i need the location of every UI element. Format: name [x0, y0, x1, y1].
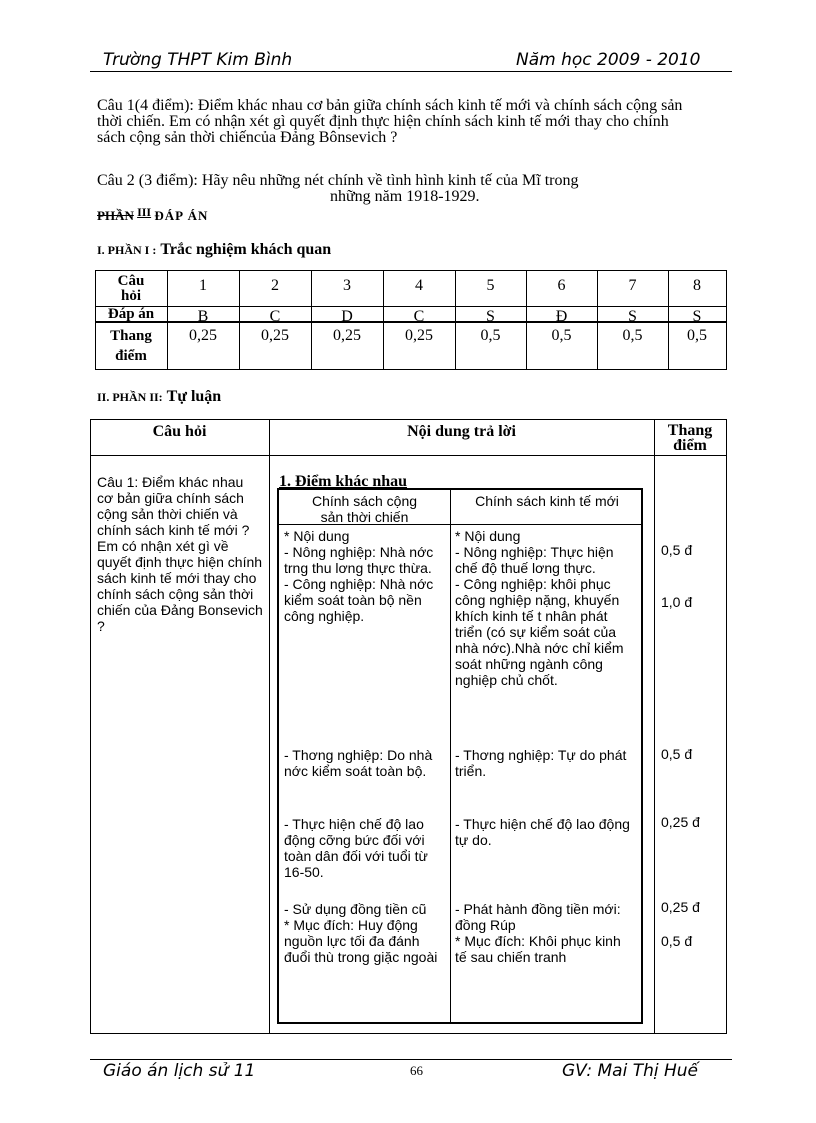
comparison-left-2: - Thơng nghiệp: Do nhà nớc kiểm soát toàn bộ. [284, 747, 433, 779]
part1-q-3: 3 [343, 277, 351, 294]
part1-q-5: 5 [486, 277, 495, 294]
part2-subtitle: 1. Điểm khác nhau [279, 473, 408, 490]
part1-a-4: C [413, 308, 425, 325]
comparison-left-4: - Sử dụng đồng tiền cũ * Mục đích: Huy động nguồn lực tối đa đánh đuổi thù trong giặc ngoài [284, 901, 438, 965]
part2-table [90, 419, 727, 1034]
part1-s-7: 0,5 [622, 327, 643, 344]
footer-page-number: 66 [410, 1063, 423, 1078]
score-6: 0,5 đ [661, 933, 693, 949]
header-year: Năm học 2009 - 2010 [516, 50, 701, 70]
header-rule [90, 71, 732, 72]
score-1: 0,5 đ [661, 542, 693, 558]
row-header-question: Câu hỏi [117, 273, 145, 304]
answer-title-text: ĐÁP ÁN [154, 208, 209, 223]
part1-a-6: Đ [555, 308, 568, 325]
part2-question-text: Câu 1: Điểm khác nhau cơ bản giữa chính sách cộng sản thời chiến và chính sách kinh tế mới ? Em có nhận xét gì về quyết định thực hiện chính sách kinh tế mới thay cho chính sách cộng sản thời chiến của Đảng Bonsevich ? [97, 474, 263, 634]
answer-title-prefix: PHẦN [97, 208, 134, 223]
score-4: 0,25 đ [661, 814, 700, 830]
score-2: 1,0 đ [661, 594, 693, 610]
question-2-line1: Câu 2 (3 điểm): Hãy nêu những nét chính về tình hình kinh tế của Mĩ trong [97, 172, 579, 189]
comparison-left-3: - Thực hiện chế độ lao động cỡng bức đối với toàn dân đối với tuổi từ 16-50. [284, 816, 428, 880]
comparison-right-3: - Thực hiện chế độ lao động tự do. [455, 816, 630, 848]
part1-q-1: 1 [199, 277, 207, 294]
part1-s-6: 0,5 [551, 327, 572, 344]
part1-q-8: 8 [693, 277, 701, 294]
part1-q-2: 2 [271, 277, 279, 294]
inner-col-left: Chính sách cộng sản thời chiến [311, 493, 418, 525]
footer-rule [90, 1059, 732, 1060]
part1-q-6: 6 [557, 277, 566, 294]
comparison-right-4: - Phát hành đồng tiền mới: đồng Rúp * Mục đích: Khôi phục kinh tế sau chiến tranh [455, 901, 621, 965]
part1-a-3: D [341, 308, 353, 325]
part1-s-8: 0,5 [687, 327, 707, 344]
part1-s-4: 0,25 [405, 327, 433, 344]
part1-a-7: S [628, 308, 637, 325]
part1-s-3: 0,25 [333, 327, 361, 344]
comparison-left-1: * Nội dung - Nông nghiệp: Nhà nớc trng thu lơng thực thừa. - Công nghiệp: Nhà nớc kiểm soát toàn bộ nền công nghiệp. [284, 528, 434, 624]
part1-s-5: 0,5 [480, 327, 501, 344]
comparison-right-1: * Nội dung - Nông nghiệp: Thực hiện chế độ thuế lơng thực. - Công nghiệp: khôi phục công nghiệp nặng, khuyến khích kinh tế t nhân phát triển (có sự kiểm soát của nhà nớc).Nhà nớc chỉ kiểm soát những ngành công nghiệp chủ chốt. [455, 528, 624, 688]
part1-label: I. PHẦN I : [97, 243, 157, 257]
row-header-score: Thang điểm [110, 328, 152, 364]
part2-col-content: Nội dung trả lời [407, 423, 516, 440]
part1-table [95, 270, 727, 370]
answer-section-title [97, 205, 209, 224]
row-header-answer: Đáp án [107, 306, 155, 322]
part1-q-4: 4 [415, 277, 423, 294]
comparison-right-2: - Thơng nghiệp: Tự do phát triển. [455, 747, 627, 779]
answer-title-num: III [137, 205, 152, 219]
score-3: 0,5 đ [661, 746, 693, 762]
part1-heading [97, 241, 331, 259]
question-2-line2: những năm 1918-1929. [330, 188, 480, 205]
part2-title: Tự luận [166, 388, 222, 405]
inner-col-right: Chính sách kinh tế mới [475, 493, 619, 509]
part1-s-2: 0,25 [261, 327, 289, 344]
part2-col-question: Câu hỏi [152, 423, 207, 440]
part1-title: Trắc nghiệm khách quan [160, 241, 332, 258]
part2-heading [97, 388, 221, 406]
part1-a-5: S [486, 308, 495, 325]
part1-a-1: B [197, 308, 209, 325]
score-5: 0,25 đ [661, 899, 700, 915]
part1-q-7: 7 [628, 277, 637, 294]
part1-s-1: 0,25 [189, 327, 217, 344]
part2-col-score: Thang điểm [667, 422, 713, 454]
inner-comparison-table [277, 488, 643, 1024]
question-1: Câu 1(4 điểm): Điểm khác nhau cơ bản giữa chính sách kinh tế mới và chính sách cộng sản thời chiến. Em có nhận xét gì quyết định thực hiện chính sách kinh tế mới thay cho chính sách cộng sản thời chiếncủa Đảng Bônsevich ? [97, 97, 683, 146]
header-school: Trường THPT Kim Bình [103, 50, 293, 70]
part2-label: II. PHẦN II: [97, 390, 163, 404]
part1-a-2: C [269, 308, 281, 325]
footer-right: GV: Mai Thị Huế [562, 1061, 698, 1081]
part1-a-8: S [692, 308, 702, 325]
footer-left: Giáo án lịch sử 11 [103, 1061, 256, 1081]
